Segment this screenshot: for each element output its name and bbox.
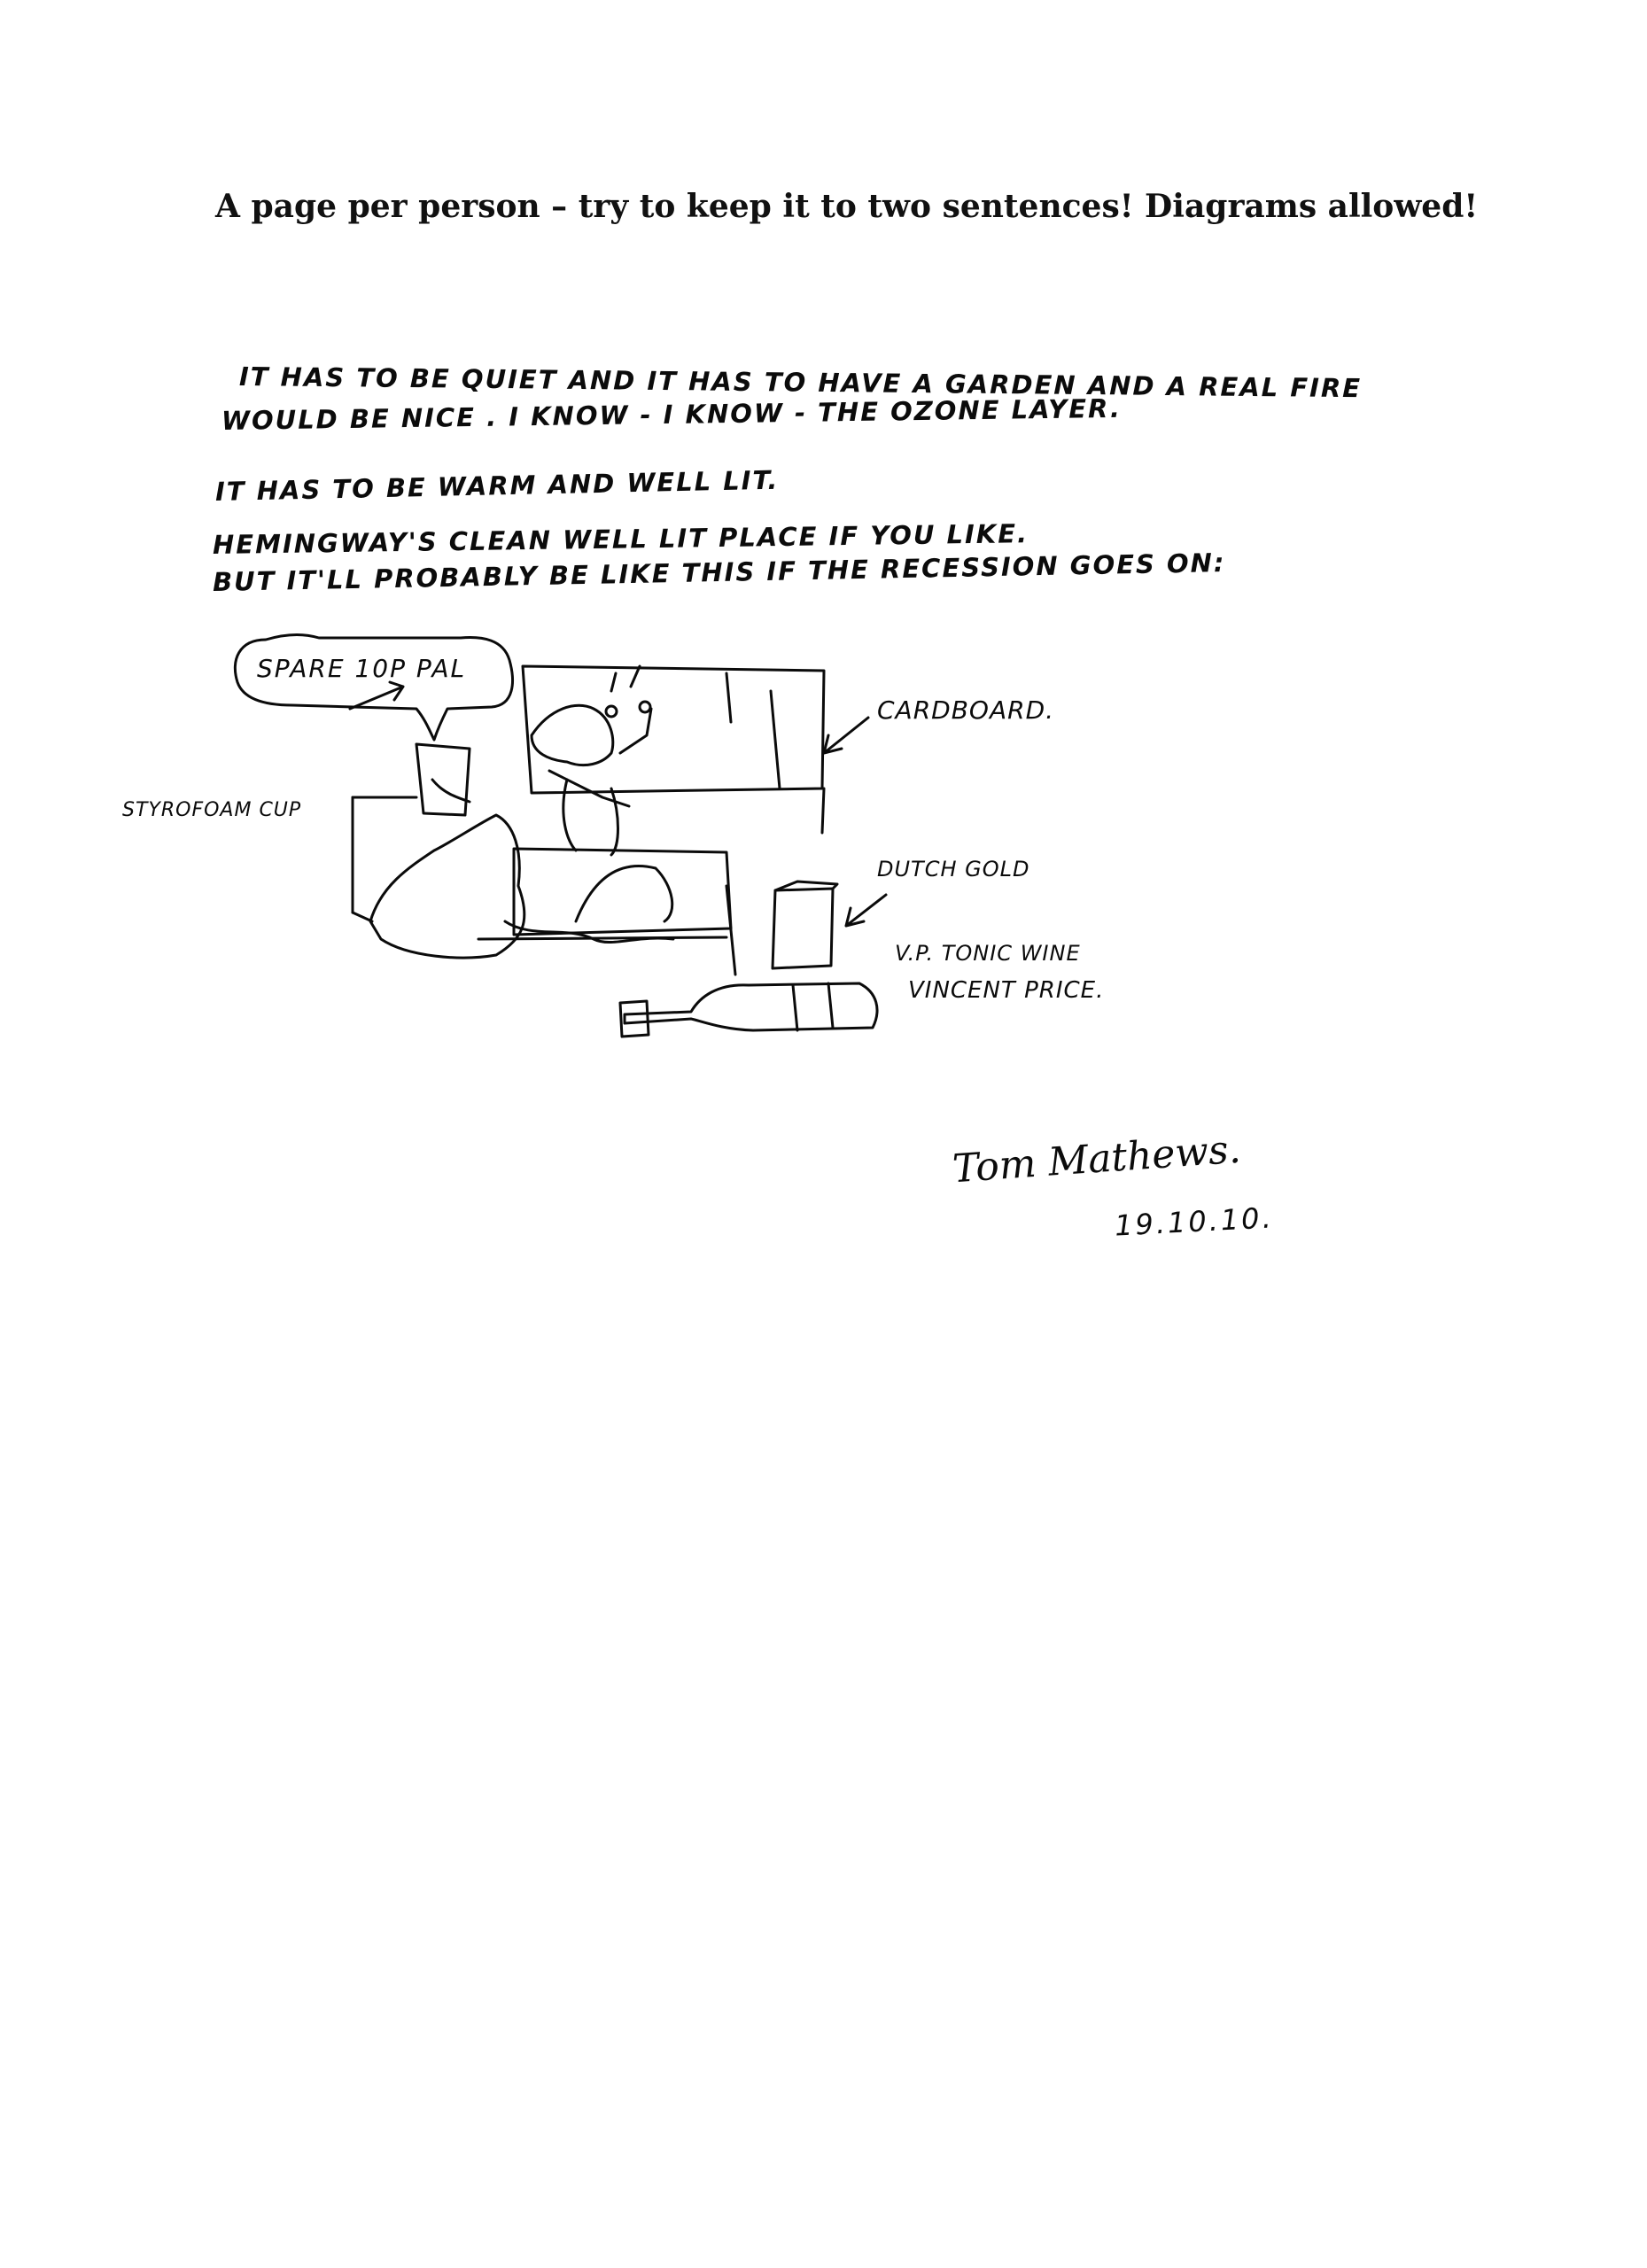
label-cardboard: CARDBOARD.: [877, 695, 1055, 725]
speech-bubble: [235, 634, 512, 740]
label-styrofoam-cup: STYROFOAM CUP: [122, 799, 302, 821]
wine-bottle: [625, 983, 877, 1030]
dutch-gold-arrow: [846, 895, 886, 926]
page-instruction: A page per person – try to keep it to two sentences! Diagrams allowed!: [215, 188, 1479, 225]
handwritten-line-5: BUT IT'LL PROBABLY BE LIKE THIS IF THE RECESSION GOES ON:: [212, 548, 1226, 597]
handwritten-line-4: HEMINGWAY'S CLEAN WELL LIT PLACE IF YOU LIKE.: [212, 518, 1029, 560]
handwritten-line-2: WOULD BE NICE . I KNOW - I KNOW - THE OZONE LAYER.: [221, 392, 1123, 436]
speech-bubble-text: SPARE 10P PAL: [257, 654, 467, 683]
dutch-gold-can: [773, 889, 833, 968]
handwritten-line-1: IT HAS TO BE QUIET AND IT HAS TO HAVE A GARDEN AND A REAL FIRE: [238, 361, 1363, 404]
label-vincent-price: VINCENT PRICE.: [908, 977, 1105, 1004]
signature: Tom Mathews.: [951, 1126, 1243, 1192]
figure-head: [532, 705, 613, 765]
cardboard-arrow: [824, 718, 868, 753]
signature-date: 19.10.10.: [1114, 1200, 1275, 1243]
handwritten-line-3: IT HAS TO BE WARM AND WELL LIT.: [214, 464, 780, 507]
label-vp-tonic-wine: V.P. TONIC WINE: [895, 941, 1081, 966]
label-dutch-gold: DUTCH GOLD: [877, 857, 1030, 882]
cardboard-box: [523, 666, 824, 793]
styrofoam-cup: [416, 744, 470, 815]
cup-arrow: [350, 682, 403, 709]
